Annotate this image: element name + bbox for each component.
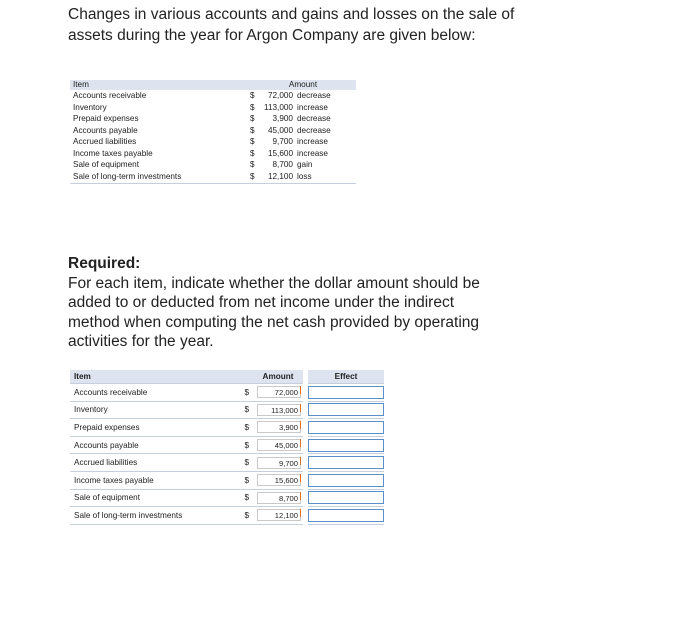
given-amount-cell [250,136,356,148]
intro-text: Changes in various accounts and gains and losses on the sale of assets during the year for Argon Company are given below: [68,6,515,44]
given-amount-value: 113,000 [264,102,293,112]
required-heading: Required: [68,255,141,272]
answer-row [70,489,384,507]
answer-item-label: Accrued liabilities [70,454,219,472]
answer-amount-value: 8,700 [257,492,301,504]
answer-row [70,471,384,489]
given-item-label: Accounts payable [73,125,138,135]
answer-row [70,384,384,402]
answer-amount-value: 113,000 [257,404,301,416]
given-amount-value: 72,000 [267,91,293,100]
answer-amount-value: 45,000 [257,439,301,451]
answer-item-label: Sale of equipment [70,489,219,507]
given-amount-cell [250,171,356,184]
given-item-label: Sale of equipment [73,160,139,169]
given-row [70,171,356,184]
given-amount-value: 45,000 [267,125,293,135]
effect-input[interactable] [308,509,384,522]
answer-item-label: Inventory [70,401,219,419]
given-amount-header: Amount [288,80,318,89]
effect-input[interactable] [308,474,384,487]
effect-input[interactable] [308,439,384,452]
given-item-header: Item [73,80,89,89]
dollar-sign: $ [219,401,253,419]
given-amount-value: 9,700 [272,137,293,146]
answer-row [70,507,384,525]
given-change-type: decrease [297,114,331,123]
answer-row [70,436,384,454]
dollar-sign: $ [219,419,253,437]
answer-item-header: Item [70,370,219,384]
given-amount-value: 3,900 [272,114,293,123]
required-text: For each item, indicate whether the dollar amount should be added to or deducted from net income under the indirect method when computing the net cash provided by operating activities for the year. [68,274,480,350]
given-data-table [70,80,356,184]
dollar-sign: $ [219,507,253,525]
answer-item-label: Income taxes payable [70,471,219,489]
given-change-type: decrease [297,91,331,100]
given-amount-cell [250,90,356,102]
given-item-label: Accounts receivable [73,91,147,100]
effect-input[interactable] [308,491,384,504]
given-amount-cell [250,125,356,137]
effect-input[interactable] [308,403,384,416]
given-row [70,90,356,102]
given-amount-value: 12,100 [267,171,293,181]
given-amount-cell [250,113,356,125]
given-amount-cell [250,148,356,160]
dollar-sign: $ [250,171,255,181]
answer-amount-value: 72,000 [257,386,301,398]
answer-effect-header: Effect [308,370,384,384]
given-amount-cell [250,159,356,171]
answer-amount-value: 3,900 [257,421,301,433]
given-amount-value: 8,700 [272,160,293,169]
given-row [70,136,356,148]
dollar-sign: $ [250,160,255,169]
given-item-label: Prepaid expenses [73,114,139,123]
answer-item-label: Accounts receivable [70,384,219,402]
given-amount-cell [250,102,356,114]
given-change-type: loss [297,171,312,181]
effect-input[interactable] [308,386,384,399]
answer-amount-header: Amount [253,370,303,384]
given-row [70,159,356,171]
given-item-label: Income taxes payable [73,148,153,158]
dollar-sign: $ [250,91,255,100]
given-change-type: decrease [297,125,331,135]
dollar-sign: $ [219,489,253,507]
answer-amount-value: 9,700 [257,457,301,469]
dollar-sign: $ [250,114,255,123]
answer-table [70,370,384,525]
given-change-type: gain [297,160,313,169]
answer-row [70,419,384,437]
given-change-type: increase [297,148,328,158]
answer-table-header [70,370,384,384]
dollar-sign: $ [219,436,253,454]
dollar-sign: $ [219,454,253,472]
effect-input[interactable] [308,456,384,469]
given-row [70,113,356,125]
given-row [70,148,356,160]
given-amount-value: 15,600 [267,148,293,158]
answer-item-label: Accounts payable [70,436,219,454]
dollar-sign: $ [250,102,255,112]
dollar-sign: $ [219,384,253,402]
given-table-header [70,80,356,90]
answer-amount-value: 15,600 [257,474,301,486]
given-row [70,125,356,137]
given-change-type: increase [297,102,328,112]
dollar-sign: $ [250,125,255,135]
dollar-sign: $ [219,471,253,489]
effect-input[interactable] [308,421,384,434]
answer-item-label: Prepaid expenses [70,419,219,437]
answer-row [70,401,384,419]
answer-row [70,454,384,472]
dollar-sign: $ [250,137,255,146]
answer-item-label: Sale of long-term investments [70,507,219,525]
given-item-label: Sale of long-term investments [70,171,250,184]
required-section [68,254,508,352]
given-change-type: increase [297,137,328,146]
answer-amount-value: 12,100 [257,509,301,521]
dollar-sign: $ [250,148,255,158]
given-item-label: Accrued liabilities [73,137,137,146]
given-item-label: Inventory [73,102,107,112]
given-row [70,102,356,114]
